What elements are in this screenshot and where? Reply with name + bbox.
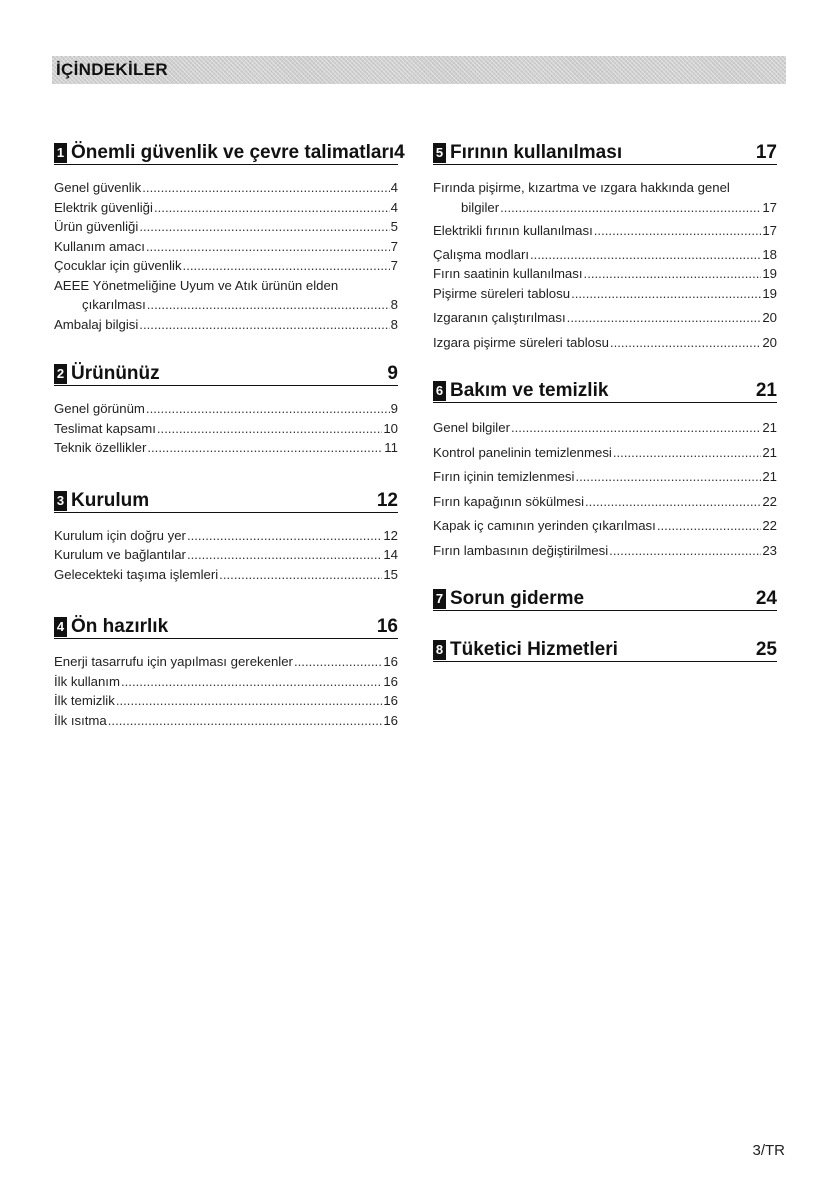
toc-entry[interactable] xyxy=(433,443,777,463)
section-page: 21 xyxy=(755,380,777,401)
toc-entry[interactable] xyxy=(54,315,398,335)
entry-page: 4 xyxy=(390,180,398,195)
entry-page: 7 xyxy=(390,258,398,273)
entry-page: 23 xyxy=(762,542,777,558)
section-title: Önemli güvenlik ve çevre talimatları xyxy=(71,142,395,163)
entry-text: Genel görünüm xyxy=(54,401,145,416)
section-title: Ön hazırlık xyxy=(71,616,169,637)
section-title: Ürününüz xyxy=(71,363,160,384)
entry-text: İlk temizlik xyxy=(54,693,115,708)
toc-entry[interactable] xyxy=(54,565,398,585)
entry-page: 21 xyxy=(762,469,777,484)
entry-text: Kurulum ve bağlantılar xyxy=(54,547,186,562)
entry-text: çıkarılması xyxy=(82,297,146,312)
entry-text-line1: AEEE Yönetmeliğine Uyum ve Atık ürünün elden xyxy=(54,277,339,293)
entry-text: Elektrik güvenliği xyxy=(54,199,153,215)
entry-page: 10 xyxy=(383,420,398,436)
entry-text: Teknik özellikler xyxy=(54,440,147,455)
entry-page: 19 xyxy=(762,285,777,301)
section-page: 24 xyxy=(755,588,777,609)
page-number: 3/TR xyxy=(752,1142,785,1159)
entry-page: 8 xyxy=(390,297,398,312)
entry-page: 11 xyxy=(384,440,398,455)
entry-text: Fırın saatinin kullanılması xyxy=(433,266,583,281)
entry-text: Ürün güvenliği xyxy=(54,219,139,234)
entry-page: 8 xyxy=(390,316,398,332)
section-title: Tüketici Hizmetleri xyxy=(450,639,618,660)
entry-text: Kapak iç camının yerinden çıkarılması xyxy=(433,518,656,533)
toc-entry[interactable] xyxy=(54,178,398,198)
toc-entry[interactable] xyxy=(54,545,398,565)
entry-page: 17 xyxy=(762,199,777,215)
entry-page: 5 xyxy=(390,219,398,234)
toc-entry[interactable] xyxy=(54,419,398,439)
toc-entry[interactable] xyxy=(433,284,777,304)
toc-entry[interactable] xyxy=(54,237,398,257)
entry-page: 7 xyxy=(390,238,398,254)
entry-text: Çocuklar için güvenlik xyxy=(54,258,182,273)
toc-entry[interactable] xyxy=(433,245,777,265)
toc-entry[interactable] xyxy=(433,221,777,241)
toc-entry[interactable] xyxy=(54,256,398,276)
toc-entry[interactable] xyxy=(54,399,398,419)
section-page: 12 xyxy=(376,489,398,511)
section-title: Fırının kullanılması xyxy=(450,142,623,163)
section-number-badge: 8 xyxy=(433,640,446,660)
section-page: 17 xyxy=(755,142,777,163)
section-title: Kurulum xyxy=(71,489,150,511)
section-title: Sorun giderme xyxy=(450,588,585,609)
entry-page: 18 xyxy=(762,246,777,262)
entry-text: Izgara pişirme süreleri tablosu xyxy=(433,334,609,350)
toc-entry[interactable] xyxy=(433,418,777,438)
section-page: 9 xyxy=(387,363,398,384)
entry-text: Çalışma modları xyxy=(433,246,530,262)
toc-section-4 xyxy=(54,612,398,730)
toc-entry[interactable] xyxy=(433,333,777,353)
toc-section-1 xyxy=(54,138,405,334)
section-number-badge: 1 xyxy=(54,143,67,163)
entry-page: 16 xyxy=(383,654,398,669)
entry-text: Gelecekteki taşıma işlemleri xyxy=(54,566,219,582)
section-heading-5[interactable] xyxy=(433,138,777,165)
entry-page: 15 xyxy=(383,566,398,582)
entry-text: Ambalaj bilgisi xyxy=(54,316,139,332)
section-heading-2[interactable] xyxy=(54,359,398,386)
entry-text: Genel güvenlik xyxy=(54,180,142,195)
section-heading-7[interactable] xyxy=(433,584,777,611)
section-title: Bakım ve temizlik xyxy=(450,380,609,401)
section-heading-4[interactable] xyxy=(54,612,398,639)
toc-entry[interactable] xyxy=(54,652,398,672)
toc-entry[interactable] xyxy=(54,438,398,458)
entry-text: Fırın lambasının değiştirilmesi xyxy=(433,542,609,558)
entry-text: Teslimat kapsamı xyxy=(54,420,156,436)
entry-page: 17 xyxy=(762,223,777,238)
section-number-badge: 2 xyxy=(54,364,67,384)
toc-entry[interactable] xyxy=(433,178,777,217)
entry-text: Kullanım amacı xyxy=(54,238,145,254)
entry-page: 16 xyxy=(383,693,398,708)
entry-text: Pişirme süreleri tablosu xyxy=(433,285,571,301)
section-heading-1[interactable] xyxy=(54,138,405,165)
section-page: 4 xyxy=(394,142,405,163)
toc-section-6 xyxy=(433,376,777,560)
entry-text: bilgiler xyxy=(461,199,500,215)
toc-section-2 xyxy=(54,359,398,458)
entry-text: İlk ısıtma xyxy=(54,712,107,728)
entry-page: 4 xyxy=(390,199,398,215)
entry-page: 21 xyxy=(762,444,777,460)
section-heading-6[interactable] xyxy=(433,376,777,403)
toc-right-column xyxy=(433,138,777,662)
entry-text: Kurulum için doğru yer xyxy=(54,527,186,543)
toc-section-8 xyxy=(433,635,777,662)
section-heading-8[interactable] xyxy=(433,635,777,662)
entry-text: Izgaranın çalıştırılması xyxy=(433,310,566,325)
toc-section-5 xyxy=(433,138,777,352)
toc-entry[interactable] xyxy=(54,217,398,237)
entry-page: 19 xyxy=(762,266,777,281)
entry-text: Fırın içinin temizlenmesi xyxy=(433,469,575,484)
toc-section-3 xyxy=(54,486,398,585)
toc-entry[interactable] xyxy=(433,467,777,487)
entry-page: 16 xyxy=(383,712,398,728)
section-number-badge: 7 xyxy=(433,589,446,609)
entry-text: İlk kullanım xyxy=(54,673,120,689)
toc-left-column xyxy=(54,138,405,730)
entry-text-line1: Fırında pişirme, kızartma ve ızgara hakkında genel xyxy=(433,180,730,195)
toc-entry[interactable] xyxy=(433,264,777,284)
toc-entry[interactable] xyxy=(433,516,777,536)
entry-page: 21 xyxy=(762,420,777,435)
entry-page: 12 xyxy=(383,527,398,543)
toc-entry[interactable] xyxy=(54,526,398,546)
section-page: 25 xyxy=(755,639,777,660)
section-number-badge: 6 xyxy=(433,381,446,401)
entry-text: Genel bilgiler xyxy=(433,420,510,435)
section-page: 16 xyxy=(376,616,398,637)
entry-text: Fırın kapağının sökülmesi xyxy=(433,493,584,509)
toc-entry[interactable] xyxy=(54,711,398,731)
section-number-badge: 4 xyxy=(54,617,67,637)
section-number-badge: 5 xyxy=(433,143,446,163)
entry-text: Kontrol panelinin temizlenmesi xyxy=(433,444,612,460)
entry-page: 9 xyxy=(390,401,398,416)
entry-text: Enerji tasarrufu için yapılması gerekenler xyxy=(54,654,293,669)
entry-page: 20 xyxy=(762,334,777,350)
header-band xyxy=(52,56,786,84)
toc-entry[interactable] xyxy=(54,276,398,315)
toc-entry[interactable] xyxy=(433,308,777,328)
entry-page: 16 xyxy=(383,673,398,689)
toc-section-7 xyxy=(433,584,777,611)
toc-entry[interactable] xyxy=(54,672,398,692)
entry-page: 20 xyxy=(762,310,777,325)
toc-entry[interactable] xyxy=(433,541,777,561)
toc-entry[interactable] xyxy=(433,492,777,512)
entry-page: 22 xyxy=(762,518,777,533)
entry-page: 22 xyxy=(762,493,777,509)
entry-text: Elektrikli fırının kullanılması xyxy=(433,223,593,238)
entry-page: 14 xyxy=(383,547,398,562)
section-number-badge: 3 xyxy=(54,491,67,511)
section-heading-3[interactable] xyxy=(54,486,398,513)
page-title: İÇİNDEKİLER xyxy=(56,60,168,79)
toc-entry[interactable] xyxy=(54,198,398,218)
toc-entry[interactable] xyxy=(54,691,398,711)
